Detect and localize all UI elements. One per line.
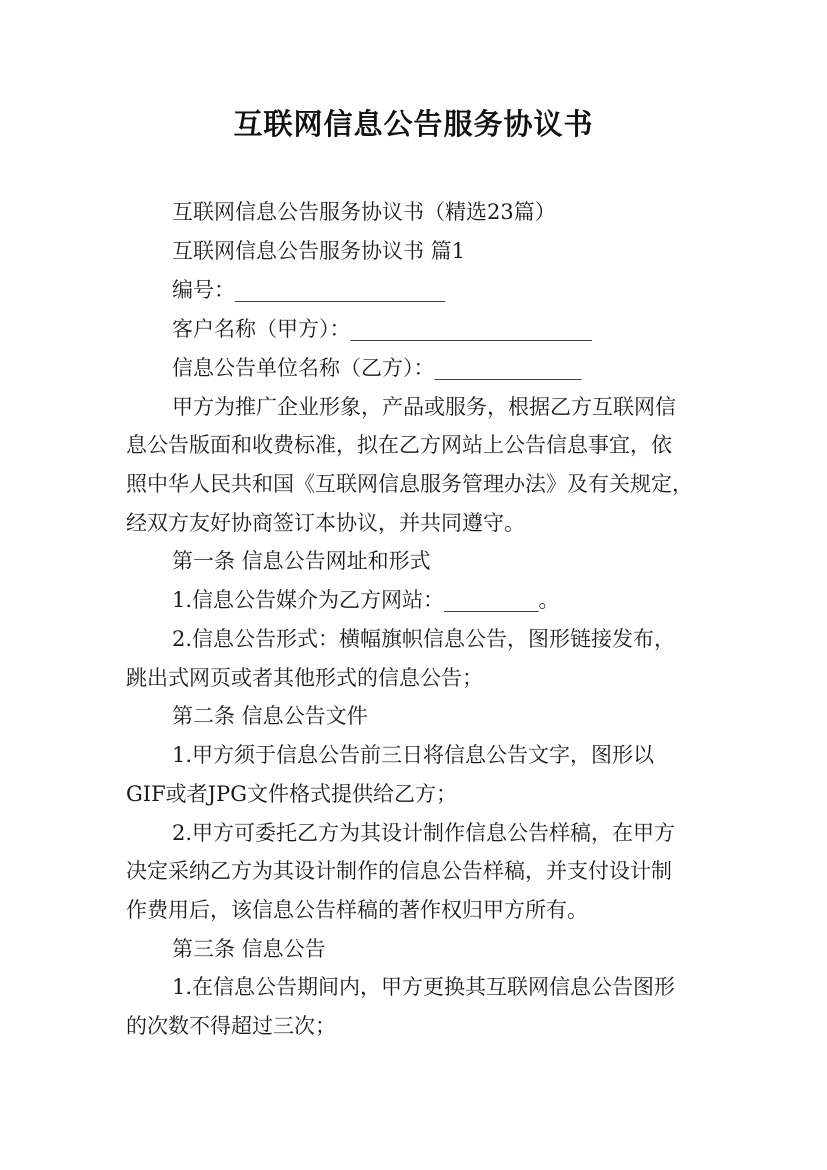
section-heading: 互联网信息公告服务协议书 篇1 — [172, 239, 466, 263]
paragraph-line: 作费用后，该信息公告样稿的著作权归甲方所有。 — [126, 898, 588, 922]
subtitle-line: 互联网信息公告服务协议书（精选23篇） — [172, 200, 556, 224]
paragraph-line: GIF或者JPG文件格式提供给乙方； — [126, 782, 457, 806]
party-a-field-line: 客户名称（甲方）：_______________________ — [172, 317, 592, 341]
paragraph-line: 照中华人民共和国《互联网信息服务管理办法》及有关规定， — [126, 472, 693, 496]
paragraph-line: 经双方友好协商签订本协议，并共同遵守。 — [126, 511, 525, 535]
article-heading: 第二条 信息公告文件 — [172, 704, 368, 728]
paragraph-line: 跳出式网页或者其他形式的信息公告； — [126, 666, 483, 690]
paragraph-line: 2.信息公告形式：横幅旗帜信息公告，图形链接发布， — [172, 627, 676, 651]
document-title: 互联网信息公告服务协议书 — [233, 107, 594, 141]
paragraph-line: 1.在信息公告期间内，甲方更换其互联网信息公告图形 — [172, 975, 676, 999]
article-heading: 第三条 信息公告 — [172, 937, 326, 961]
paragraph-line: 甲方为推广企业形象，产品或服务，根据乙方互联网信 — [172, 395, 676, 419]
article-heading: 第一条 信息公告网址和形式 — [172, 549, 431, 573]
paragraph-line: 2.甲方可委托乙方为其设计制作信息公告样稿，在甲方 — [172, 821, 676, 845]
number-field-line: 编号：____________________ — [172, 278, 445, 302]
paragraph-line: 1.甲方须于信息公告前三日将信息公告文字，图形以 — [172, 743, 655, 767]
paragraph-line: 1.信息公告媒介为乙方网站：_________。 — [172, 588, 560, 612]
paragraph-line: 决定采纳乙方为其设计制作的信息公告样稿，并支付设计制 — [126, 859, 672, 883]
party-b-field-line: 信息公告单位名称（乙方）：______________ — [172, 356, 582, 380]
paragraph-line: 的次数不得超过三次； — [126, 1014, 336, 1038]
paragraph-line: 息公告版面和收费标准，拟在乙方网站上公告信息事宜，依 — [126, 433, 672, 457]
